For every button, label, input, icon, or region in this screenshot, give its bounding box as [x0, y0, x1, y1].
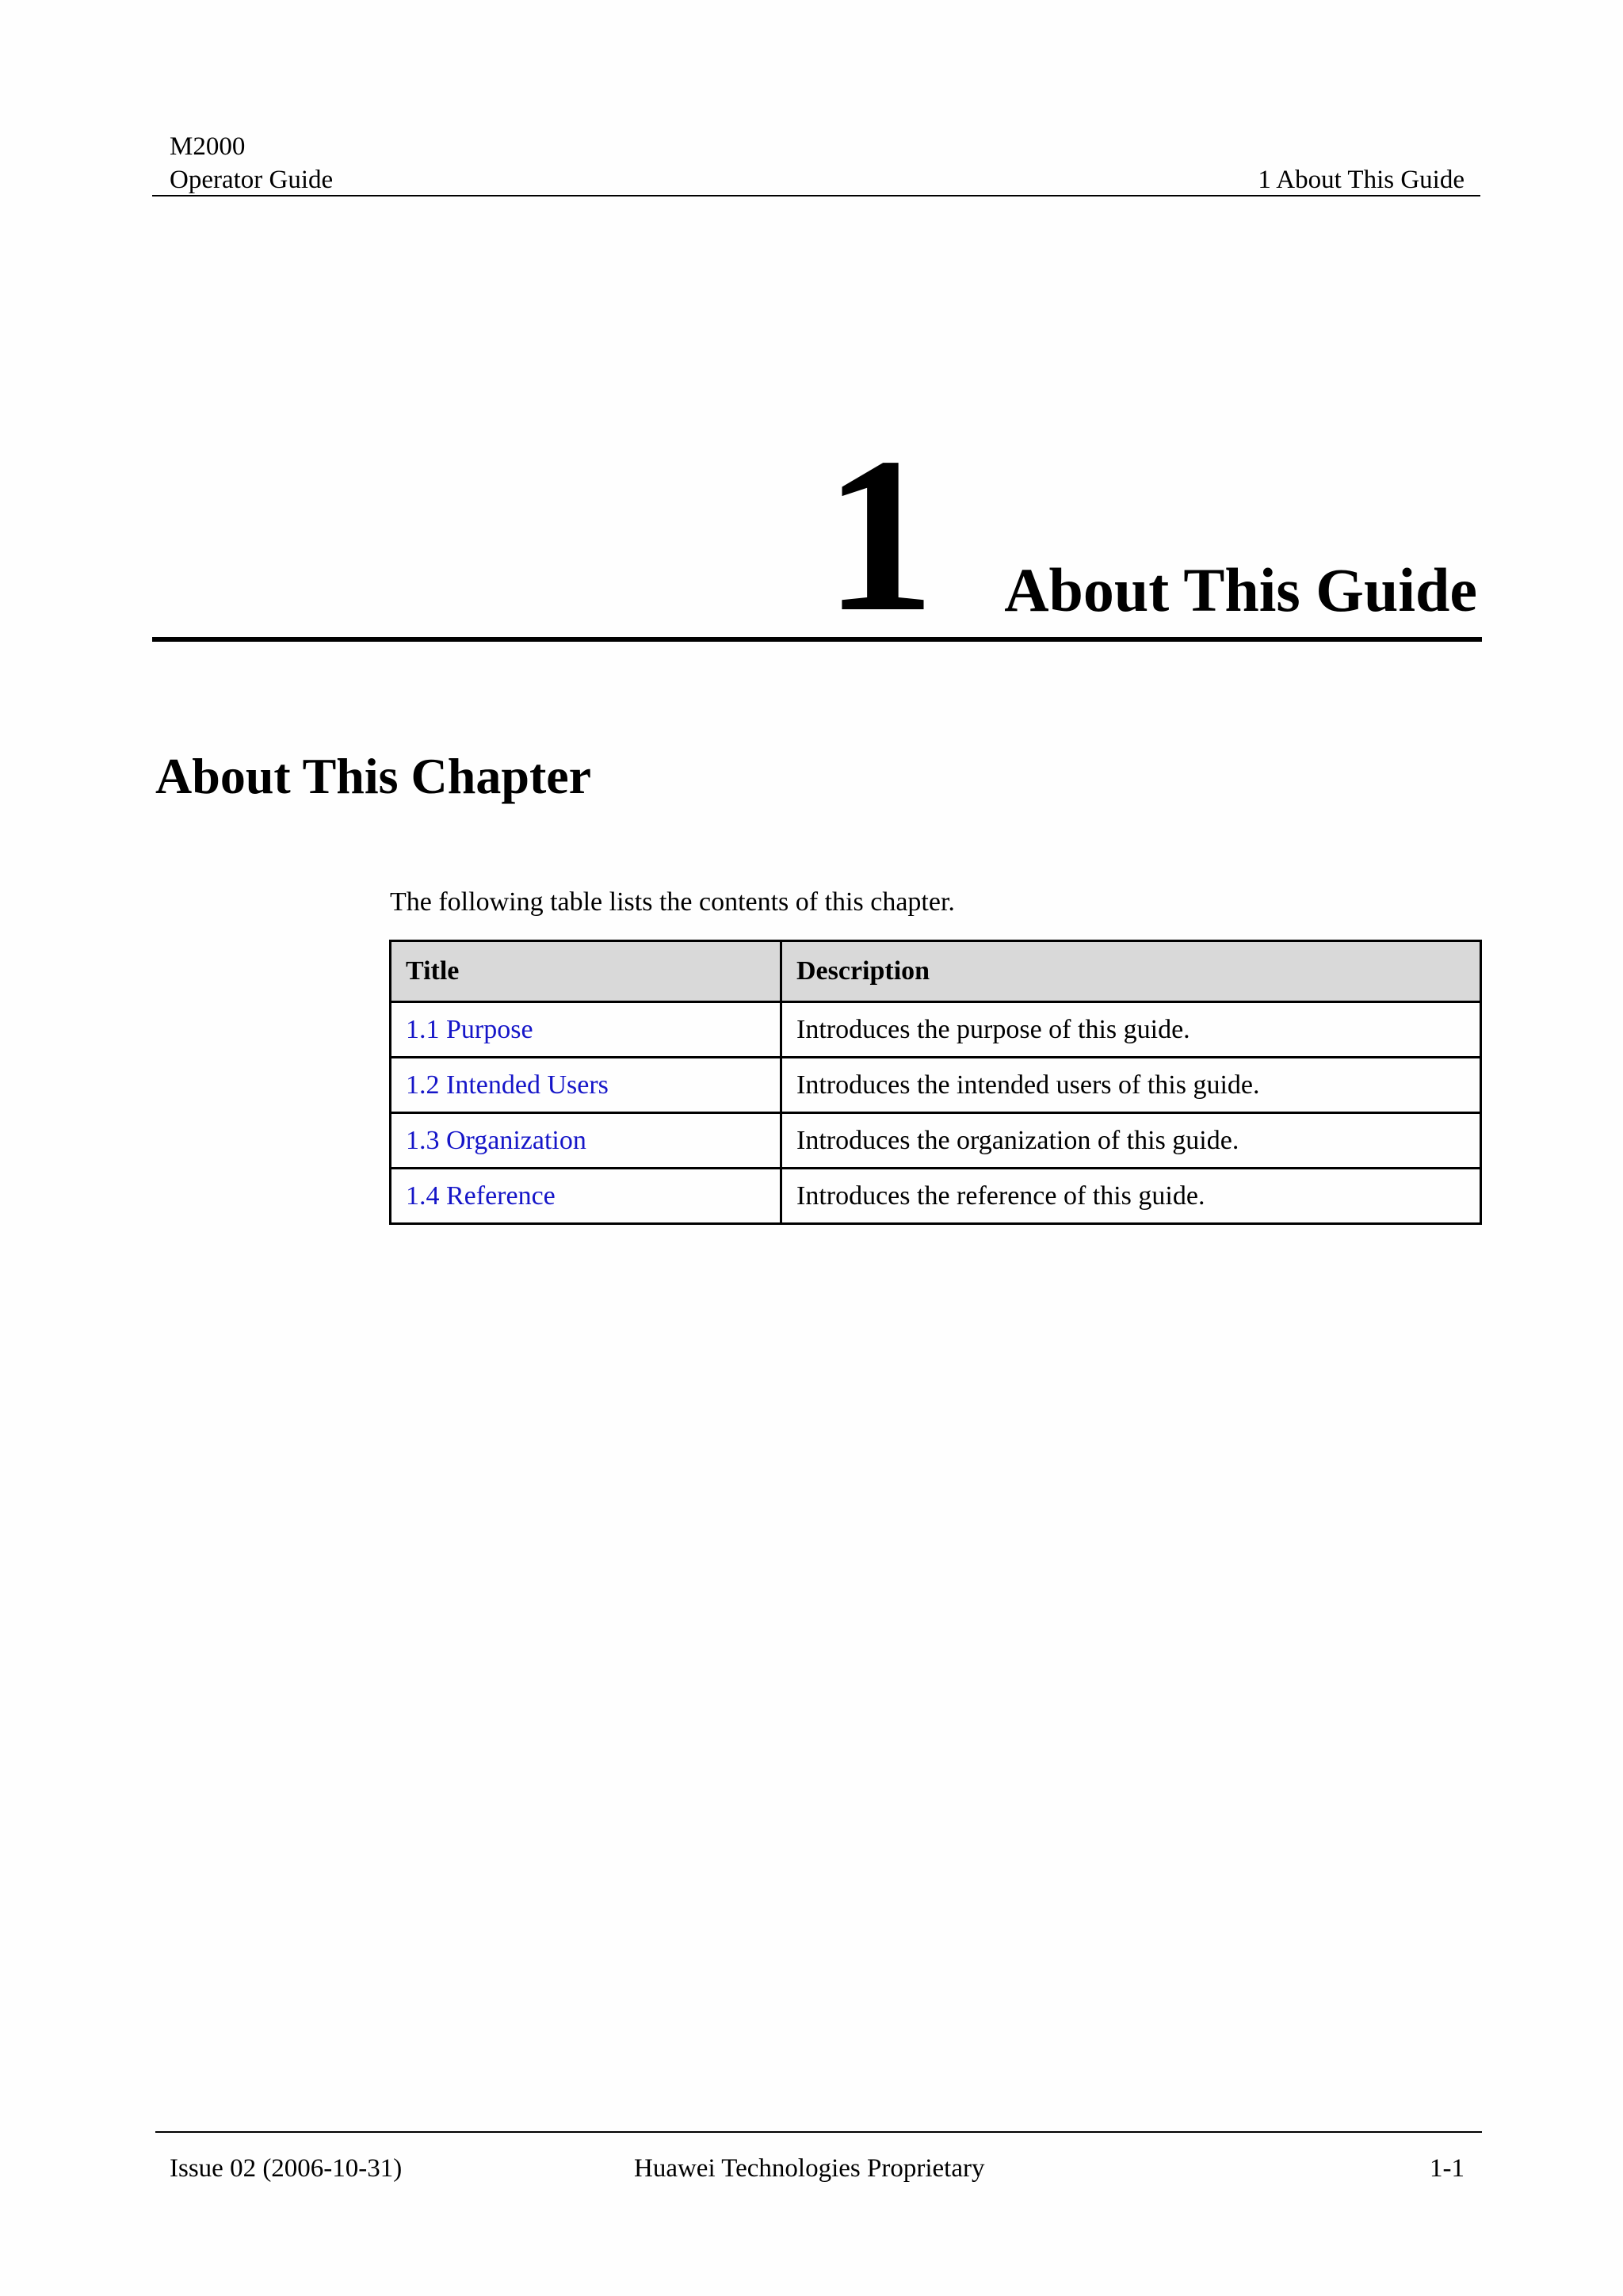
link-intended-users[interactable]: 1.2 Intended Users: [406, 1070, 609, 1100]
footer-issue: Issue 02 (2006-10-31): [170, 2154, 403, 2183]
link-reference[interactable]: 1.4 Reference: [406, 1180, 556, 1211]
chapter-heading: [152, 411, 1482, 658]
chapter-title: About This Guide: [1004, 555, 1477, 624]
table-cell-title: [391, 1002, 781, 1058]
table-cell-description: Introduces the purpose of this guide.: [781, 1002, 1481, 1058]
table-row: [391, 1169, 1481, 1224]
table-cell-title: [391, 1113, 781, 1169]
table-cell-title: [391, 1169, 781, 1224]
header-chapter-ref: 1 About This Guide: [1258, 166, 1465, 194]
link-purpose[interactable]: 1.1 Purpose: [406, 1014, 533, 1044]
table-header-description: Description: [781, 941, 1481, 1002]
link-organization[interactable]: 1.3 Organization: [406, 1125, 586, 1155]
section-title: About This Chapter: [155, 748, 592, 804]
table-row: [391, 1002, 1481, 1058]
contents-table: [389, 940, 1482, 1225]
footer-proprietary: Huawei Technologies Proprietary: [634, 2154, 985, 2183]
table-cell-description: Introduces the organization of this guide.: [781, 1113, 1481, 1169]
page-footer: [155, 2131, 1482, 2196]
section-intro: The following table lists the contents of this chapter.: [390, 887, 955, 917]
table-cell-title: [391, 1058, 781, 1113]
table-row: [391, 1113, 1481, 1169]
page-header: [152, 127, 1480, 196]
header-document: Operator Guide: [170, 166, 334, 194]
table-cell-description: Introduces the intended users of this guide.: [781, 1058, 1481, 1113]
header-left: [170, 130, 333, 196]
header-product: M2000: [170, 132, 246, 161]
chapter-number: 1: [824, 411, 935, 658]
table-header-title: Title: [391, 941, 781, 1002]
table-header-row: [391, 941, 1481, 1002]
table-row: [391, 1058, 1481, 1113]
table-cell-description: Introduces the reference of this guide.: [781, 1169, 1481, 1224]
footer-page-number: 1-1: [1430, 2154, 1465, 2183]
